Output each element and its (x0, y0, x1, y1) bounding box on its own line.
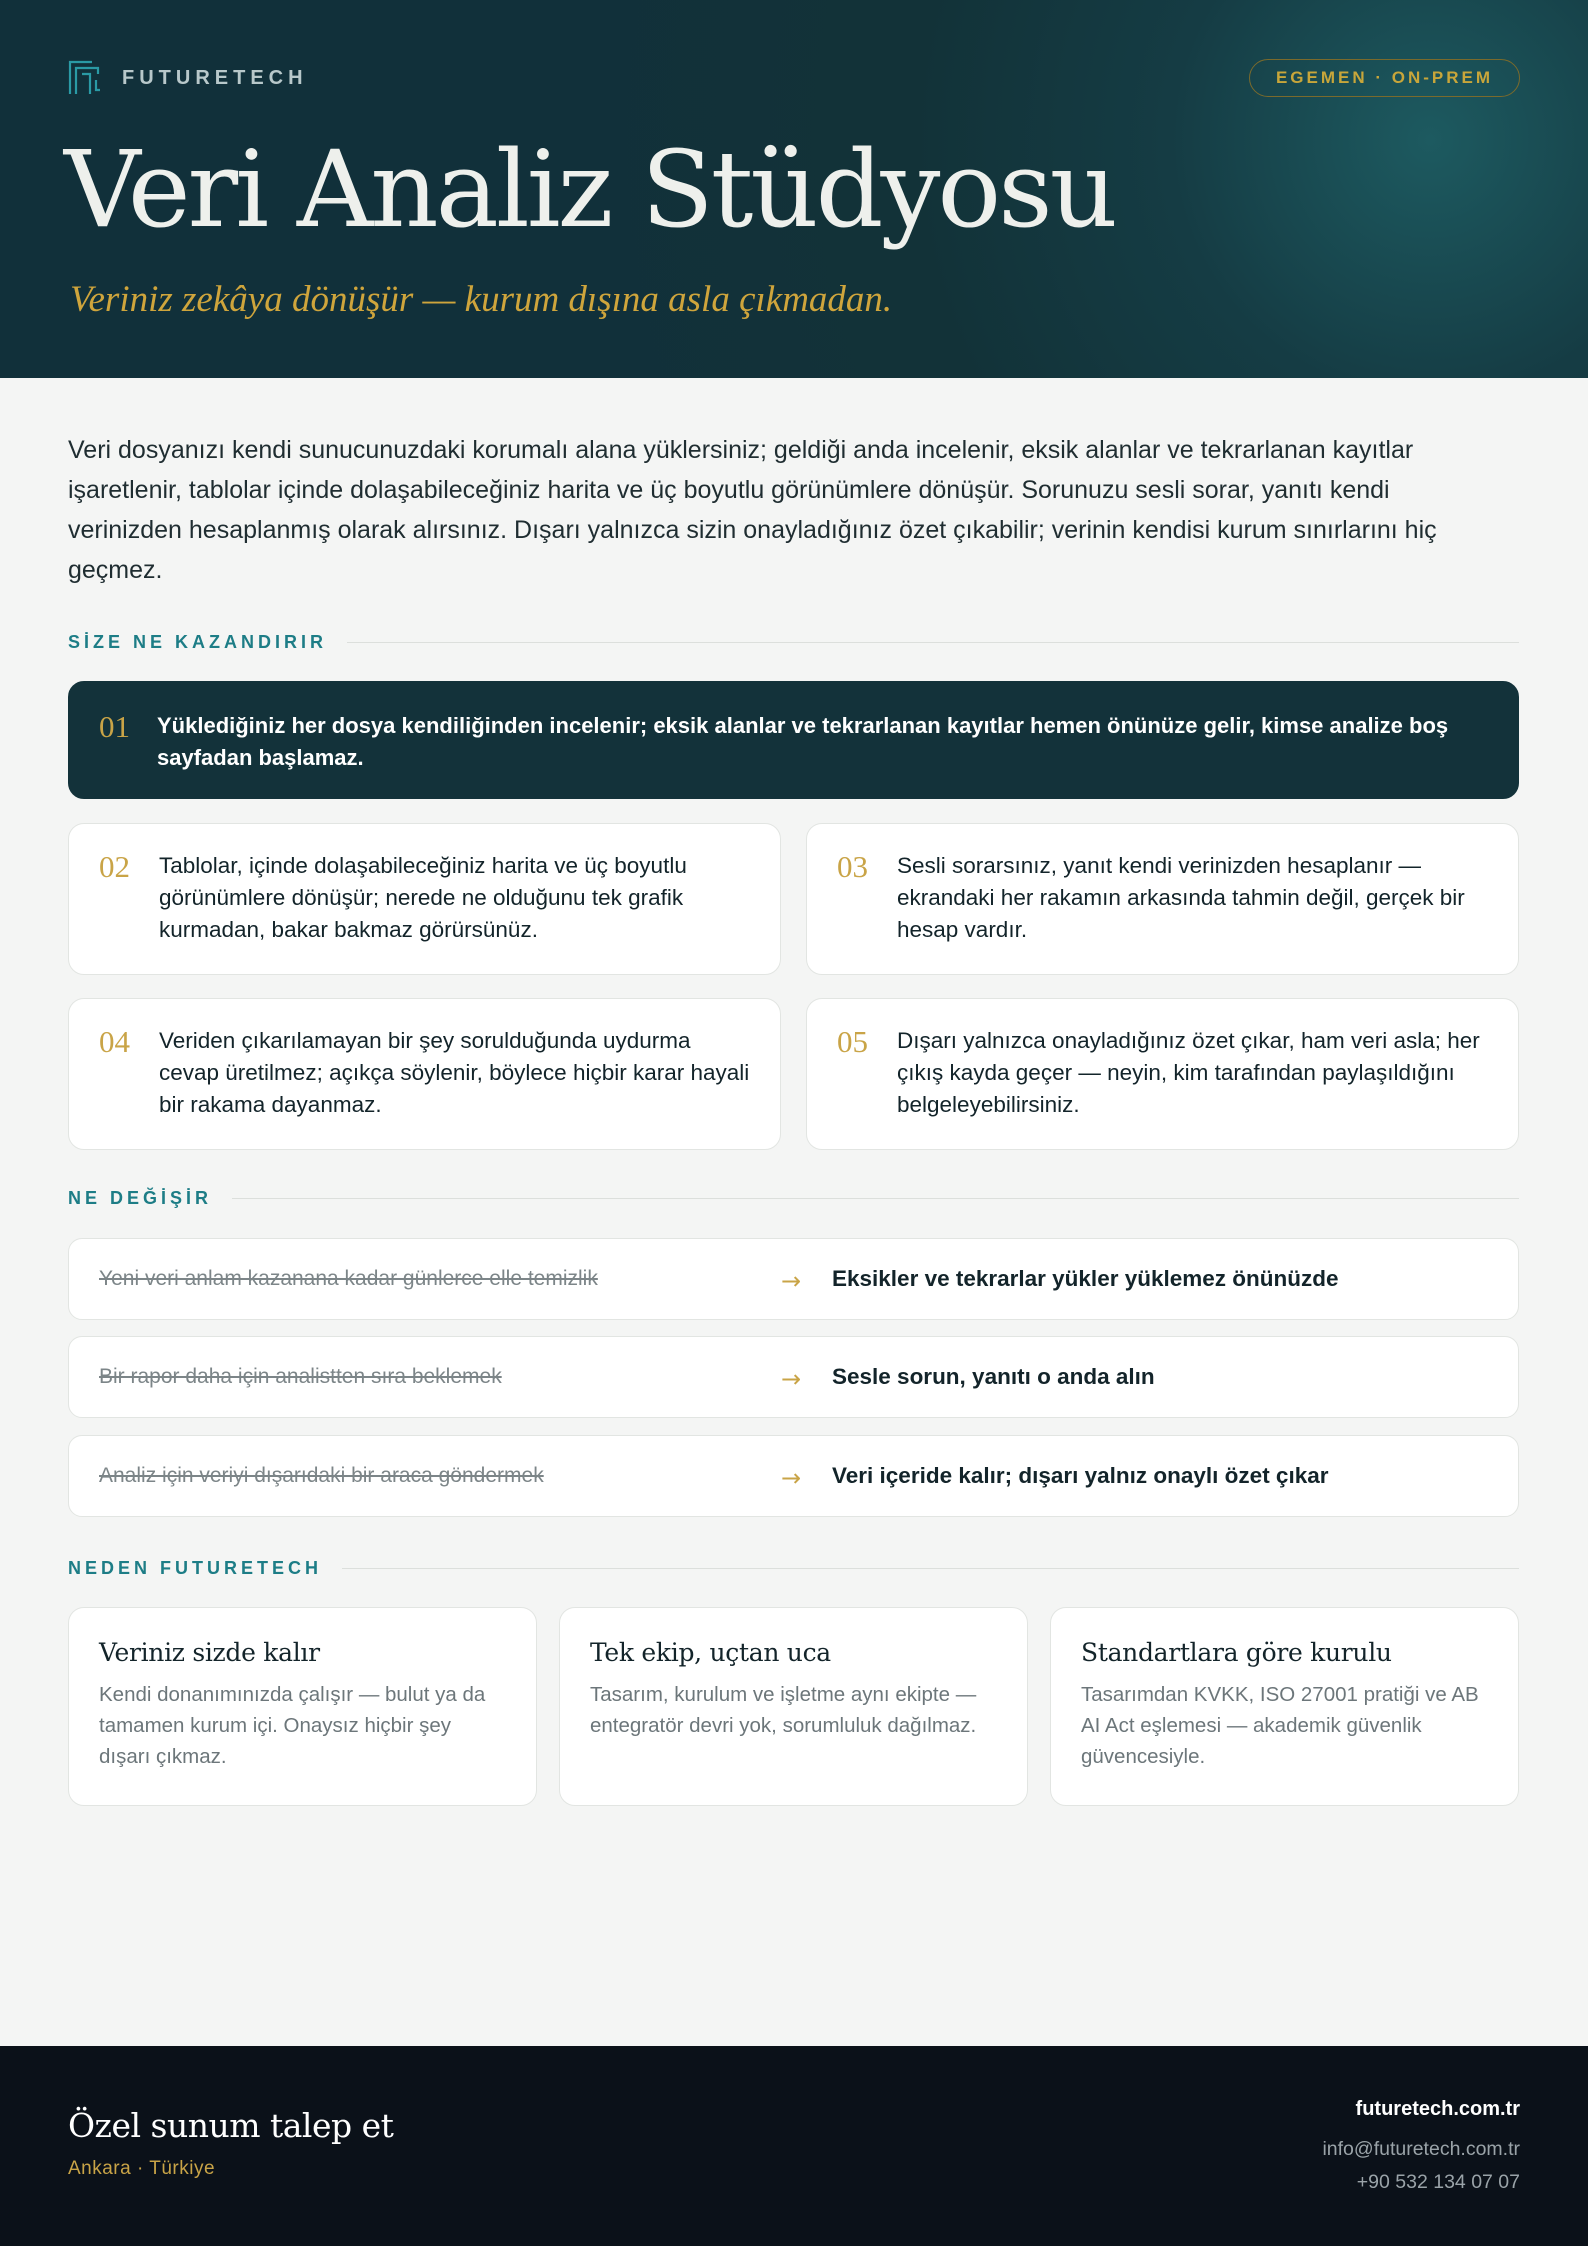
benefit-number: 04 (99, 1024, 130, 1059)
benefit-text: Sesli sorarsınız, yanıt kendi verinizden hesaplanır — ekrandaki her rakamın arkasında tahmin değil, gerçek bir hesap vardır. (897, 853, 1465, 942)
why-card-text: Tasarım, kurulum ve işletme aynı ekipte — entegratör devri yok, sorumluluk dağılmaz. (590, 1683, 977, 1737)
intro-paragraph: Veri dosyanızı kendi sunucunuzdaki korumalı alana yüklersiniz; geldiği anda incelenir, eksik alanlar ve tekrarlanan kayıtlar işaretlenir, tablolar içinde dolaşabileceğiniz harita ve üç boyutlu görünümlere dönüşür. Sorunuzu sesli sorar, yanıtı kendi verinizden hesaplanmış olarak alırsınız. Dışarı yalnızca sizin onayladığınız özet çıkabilir; verinin kendisi kurum sınırlarını hiç geçmez. (68, 436, 1437, 584)
why-card-text: Kendi donanımınızda çalışır — bulut ya da tamamen kurum içi. Onaysız hiçbir şey dışarı çıkmaz. (99, 1683, 486, 1768)
section-label-changes (68, 1188, 1519, 1209)
location-text: Ankara · Türkiye (68, 2158, 216, 2179)
change-row (68, 1238, 1519, 1320)
arrow-right-icon: → (781, 1267, 802, 1295)
benefit-number: 05 (837, 1024, 868, 1059)
website-link[interactable]: futuretech.com.tr (1355, 2098, 1520, 2120)
why-card-title: Standartlara göre kurulu (1081, 1638, 1392, 1667)
section-title: NEDEN FUTURETECH (68, 1558, 323, 1578)
page-subtitle: Veriniz zekâya dönüşür — kurum dışına asla çıkmadan. (70, 279, 893, 320)
change-before: Yeni veri anlam kazanana kadar günlerce elle temizlik (99, 1267, 598, 1290)
brand-name: FUTURETECH (122, 66, 308, 89)
change-row (68, 1336, 1519, 1418)
section-title: NE DEĞİŞİR (68, 1188, 213, 1208)
benefit-card (68, 998, 781, 1150)
benefit-number: 03 (837, 849, 868, 884)
why-card (1050, 1607, 1519, 1806)
arrow-right-icon: → (781, 1464, 802, 1492)
email-link[interactable]: info@futuretech.com.tr (1322, 2138, 1520, 2160)
futuretech-logo-icon (68, 60, 102, 96)
brand[interactable] (68, 60, 308, 96)
page-footer (0, 2046, 1588, 2246)
change-row (68, 1435, 1519, 1517)
section-title: SİZE NE KAZANDIRIR (68, 632, 328, 652)
section-label-why (68, 1558, 1519, 1579)
benefit-text: Yüklediğiniz her dosya kendiliğinden incelenir; eksik alanlar ve tekrarlanan kayıtlar hemen önünüze gelir, kimse analize boş sayfadan başlamaz. (157, 713, 1449, 770)
benefit-number: 02 (99, 849, 130, 884)
section-divider (232, 1198, 1519, 1199)
section-divider (342, 1568, 1519, 1569)
benefit-number: 01 (99, 709, 130, 744)
why-card-title: Tek ekip, uçtan uca (590, 1638, 831, 1667)
hero-header (0, 0, 1588, 378)
benefit-text: Veriden çıkarılamayan bir şey sorulduğunda uydurma cevap üretilmez; açıkça söylenir, böylece hiçbir karar hayali bir rakama dayanmaz. (159, 1028, 750, 1117)
benefit-card-featured (68, 681, 1519, 799)
benefit-card (806, 998, 1519, 1150)
page-title: Veri Analiz Stüdyosu (64, 128, 1115, 251)
why-card (559, 1607, 1028, 1806)
benefit-text: Tablolar, içinde dolaşabileceğiniz harita ve üç boyutlu görünümlere dönüşür; nerede ne olduğunu tek grafik kurmadan, bakar bakmaz görürsünüz. (159, 853, 687, 942)
change-before: Bir rapor daha için analistten sıra beklemek (99, 1365, 502, 1388)
change-before: Analiz için veriyi dışarıdaki bir araca göndermek (99, 1464, 544, 1487)
why-card (68, 1607, 537, 1806)
why-card-text: Tasarımdan KVKK, ISO 27001 pratiği ve AB AI Act eşlemesi — akademik güvenlik güvencesiyle. (1081, 1683, 1479, 1768)
benefit-text: Dışarı yalnızca onayladığınız özet çıkar, ham veri asla; her çıkış kayda geçer — neyin, kim tarafından paylaşıldığını belgeleyebilirsiniz. (897, 1028, 1480, 1117)
benefit-card (806, 823, 1519, 975)
section-label-benefits (68, 632, 1519, 653)
change-after: Veri içeride kalır; dışarı yalnız onaylı özet çıkar (832, 1463, 1329, 1488)
benefit-card (68, 823, 781, 975)
section-divider (347, 642, 1519, 643)
phone-link[interactable]: +90 532 134 07 07 (1356, 2171, 1520, 2193)
cta-heading[interactable]: Özel sunum talep et (68, 2106, 394, 2145)
why-card-title: Veriniz sizde kalır (99, 1638, 320, 1667)
change-after: Sesle sorun, yanıtı o anda alın (832, 1364, 1155, 1389)
change-after: Eksikler ve tekrarlar yükler yüklemez önünüzde (832, 1266, 1339, 1291)
deployment-badge: EGEMEN · ON-PREM (1249, 59, 1520, 97)
arrow-right-icon: → (781, 1365, 802, 1393)
